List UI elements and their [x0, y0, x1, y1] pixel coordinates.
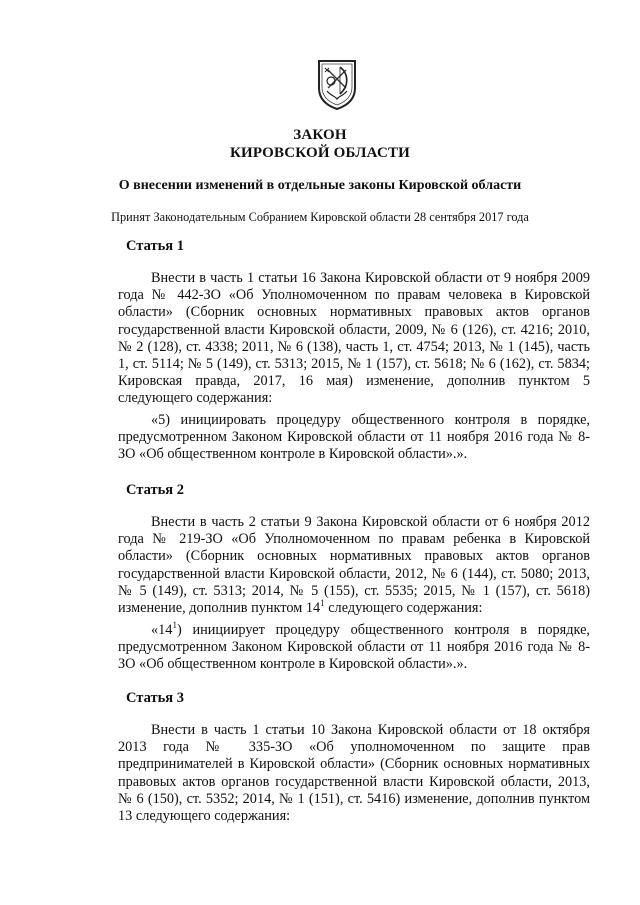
article-2-text: Внести в часть 2 статьи 9 Закона Кировской области от 6 ноября 2012 года № 219-ЗО «Об Уполномоченном по правам ребенка в Кировской области» (Сборник основных нормативных правовых актов органов государственной власти Кировской области, 2012, № 6 (144), ст. 5080; 2013, № 5 (149), ст. 5313; 2014, № 5 (155), ст. 5535; 2015, № 1 (157), ст. 5618) изменение, дополнив пунктом $14^1$ следующего содержания:	[118, 514, 590, 617]
superscript: 1	[320, 598, 325, 609]
article-2-quote: «$14^1$) инициирует процедуру общественного контроля в порядке, предусмотренном Законом Кировской области от 11 ноября 2016 года № 8-ЗО «Об общественном контроле в Кировской области».».	[118, 620, 590, 673]
article-1-text: Внести в часть 1 статьи 16 Закона Кировской области от 9 ноября 2009 года № 442-ЗО «Об Уполномоченном по правам человека в Кировской области» (Сборник основных нормативных правовых актов органов государственной власти Кировской области, 2009, № 6 (126), ст. 4216; 2010, № 2 (128), ст. 4338; 2011, № 6 (138), часть 1, ст. 4754; 2013, № 1 (145), часть 1, ст. 5114; № 5 (149), ст. 5313; 2015, № 1 (157), ст. 5618; № 6 (162), ст. 5834; Кировская правда, 2017, 16 мая) изменение, дополнив пунктом 5 следующего содержания:	[118, 270, 590, 407]
article-1-heading: Статья 1	[126, 238, 184, 254]
article-1-quote: «5) инициировать процедуру общественного контроля в порядке, предусмотренном Законом Кировской области от 11 ноября 2016 года № 8-ЗО «Об общественном контроле в Кировской области».».	[118, 412, 590, 463]
coat-of-arms-icon	[316, 58, 358, 110]
article-3-heading: Статья 3	[126, 690, 184, 706]
law-title: ЗАКОН	[293, 127, 347, 143]
law-subtitle: О внесении изменений в отдельные законы Кировской области	[118, 178, 522, 193]
adoption-note: Принят Законодательным Собранием Кировской области 28 сентября 2017 года	[111, 210, 529, 224]
superscript: 1	[172, 620, 177, 631]
article-3-text: Внести в часть 1 статьи 10 Закона Кировской области от 18 октября 2013 года № 335-ЗО «Об уполномоченном по защите прав предпринимателей в Кировской области» (Сборник основных нормативных правовых актов органов государственной власти Кировской области, 2013, № 6 (150), ст. 5352; 2014, № 1 (151), ст. 5416) изменение, дополнив пунктом 13 следующего содержания:	[118, 722, 590, 825]
article-2-heading: Статья 2	[126, 482, 184, 498]
law-region: КИРОВСКОЙ ОБЛАСТИ	[229, 145, 411, 161]
